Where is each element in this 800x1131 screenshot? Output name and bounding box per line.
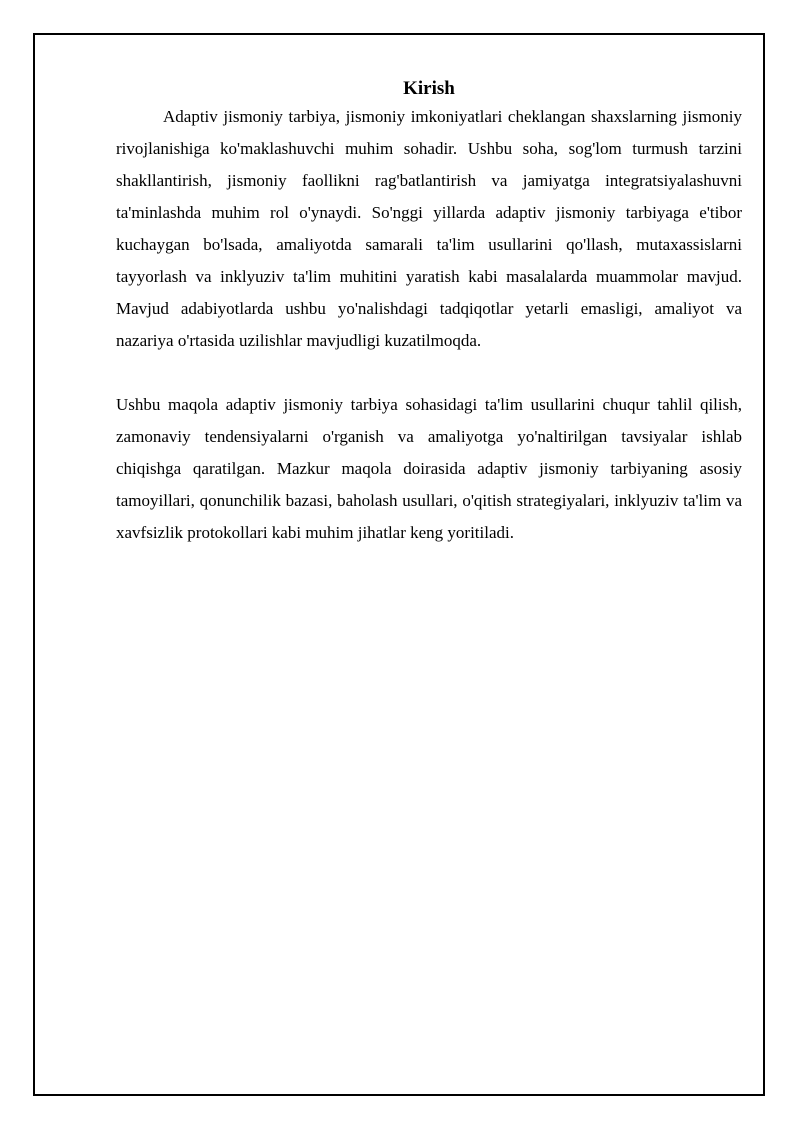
paragraph-1: Adaptiv jismoniy tarbiya, jismoniy imkoniyatlari cheklangan shaxslarning jismoniy rivojlanishiga ko'maklashuvchi muhim sohadir. Ushbu soha, sog'lom turmush tarzini shakllantirish, jismoniy faollikni rag'batlantirish va jamiyatga integratsiyalashuvni ta'minlashda muhim rol o'ynaydi. So'nggi yillarda adaptiv jismoniy tarbiyaga e'tibor kuchaygan bo'lsada, amaliyotda samarali ta'lim usullarini qo'llash, mutaxassislarni tayyorlash va inklyuziv ta'lim muhitini yaratish kabi masalalarda muammolar mavjud. Mavjud adabiyotlarda ushbu yo'nalishdagi tadqiqotlar yetarli emasligi, amaliyot va nazariya o'rtasida uzilishlar mavjudligi kuzatilmoqda.: [116, 107, 742, 350]
document-body: [116, 76, 742, 549]
paragraph-2: Ushbu maqola adaptiv jismoniy tarbiya sohasidagi ta'lim usullarini chuqur tahlil qilish, zamonaviy tendensiyalarni o'rganish va amaliyotga yo'naltirilgan tavsiyalar ishlab chiqishga qaratilgan. Mazkur maqola doirasida adaptiv jismoniy tarbiyaning asosiy tamoyillari, qonunchilik bazasi, baholash usullari, o'qitish strategiyalari, inklyuziv ta'lim va xavfsizlik protokollari kabi muhim jihatlar keng yoritiladi.: [116, 395, 742, 542]
document-title: Kirish: [403, 78, 455, 99]
